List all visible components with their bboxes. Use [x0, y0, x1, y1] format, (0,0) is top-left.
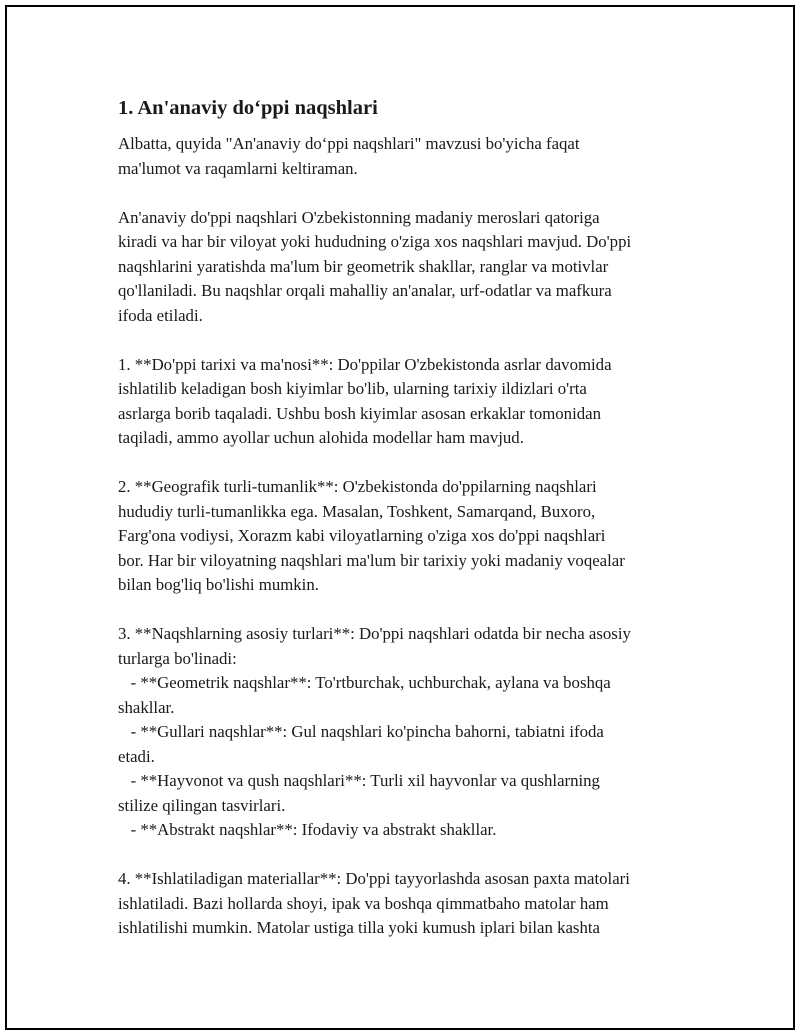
text-line: Albatta, quyida "An'anaviy do‘ppi naqshlari" mavzusi bo'yicha faqat — [118, 134, 580, 153]
text-line: turlarga bo'linadi: — [118, 648, 237, 668]
text-line: ma'lumot va raqamlarni keltiraman. — [118, 158, 358, 178]
paragraph-container — [118, 132, 698, 941]
text-line: - **Geometrik naqshlar**: To'rtburchak, uchburchak, aylana va boshqa — [118, 673, 611, 692]
text-line: etadi. — [118, 746, 155, 766]
text-line: - **Gullari naqshlar**: Gul naqshlari ko'pincha bahorni, tabiatni ifoda — [118, 722, 604, 741]
paragraph — [118, 475, 698, 598]
text-line: hududiy turli-tumanlikka ega. Masalan, Toshkent, Samarqand, Buxoro, — [118, 501, 596, 521]
text-line: Farg'ona vodiysi, Xorazm kabi viloyatlarning o'ziga xos do'ppi naqshlari — [118, 526, 606, 545]
document-body — [118, 96, 698, 965]
text-line: stilize qilingan tasvirlari. — [118, 795, 286, 815]
text-line: ifoda etiladi. — [118, 305, 203, 325]
text-line: 4. **Ishlatiladigan materiallar**: Do'ppi tayyorlashda asosan paxta matolari — [118, 869, 630, 888]
text-line: ishlatiladi. Bazi hollarda shoyi, ipak va boshqa qimmatbaho matolar ham — [118, 893, 609, 913]
section-heading: 1. An'anaviy do‘ppi naqshlari — [118, 97, 378, 119]
text-line: asrlarga borib taqaladi. Ushbu bosh kiyimlar asosan erkaklar tomonidan — [118, 403, 601, 423]
text-line: An'anaviy do'ppi naqshlari O'zbekistonning madaniy meroslari qatoriga — [118, 207, 600, 227]
text-line: ishlatilib keladigan bosh kiyimlar bo'lib, ularning tarixiy ildizlari o'rta — [118, 379, 587, 398]
text-line: shakllar. — [118, 697, 175, 717]
paragraph — [118, 132, 698, 181]
paragraph — [118, 867, 698, 941]
text-line: 3. **Naqshlarning asosiy turlari**: Do'ppi naqshlari odatda bir necha asosiy — [118, 624, 631, 643]
paragraph — [118, 206, 698, 329]
text-line: kiradi va har bir viloyat yoki hududning o'ziga xos naqshlari mavjud. Do'ppi — [118, 232, 632, 251]
text-line: bor. Har bir viloyatning naqshlari ma'lum bir tarixiy yoki madaniy voqealar — [118, 550, 625, 570]
text-line: 2. **Geografik turli-tumanlik**: O'zbekistonda do'ppilarning naqshlari — [118, 477, 597, 496]
text-line: bilan bog'liq bo'lishi mumkin. — [118, 575, 319, 594]
text-line: qo'llaniladi. Bu naqshlar orqali mahalliy an'analar, urf-odatlar va mafkura — [118, 281, 612, 300]
text-line: - **Abstrakt naqshlar**: Ifodaviy va abstrakt shakllar. — [118, 820, 497, 839]
paragraph — [118, 353, 698, 451]
text-line: taqiladi, ammo ayollar uchun alohida modellar ham mavjud. — [118, 428, 524, 447]
text-line: naqshlarini yaratishda ma'lum bir geometrik shakllar, ranglar va motivlar — [118, 256, 609, 276]
text-line: 1. **Do'ppi tarixi va ma'nosi**: Do'ppilar O'zbekistonda asrlar davomida — [118, 354, 612, 374]
paragraph — [118, 622, 698, 843]
text-line: ishlatilishi mumkin. Matolar ustiga tilla yoki kumush iplari bilan kashta — [118, 918, 600, 937]
text-line: - **Hayvonot va qush naqshlari**: Turli xil hayvonlar va qushlarning — [118, 771, 600, 790]
